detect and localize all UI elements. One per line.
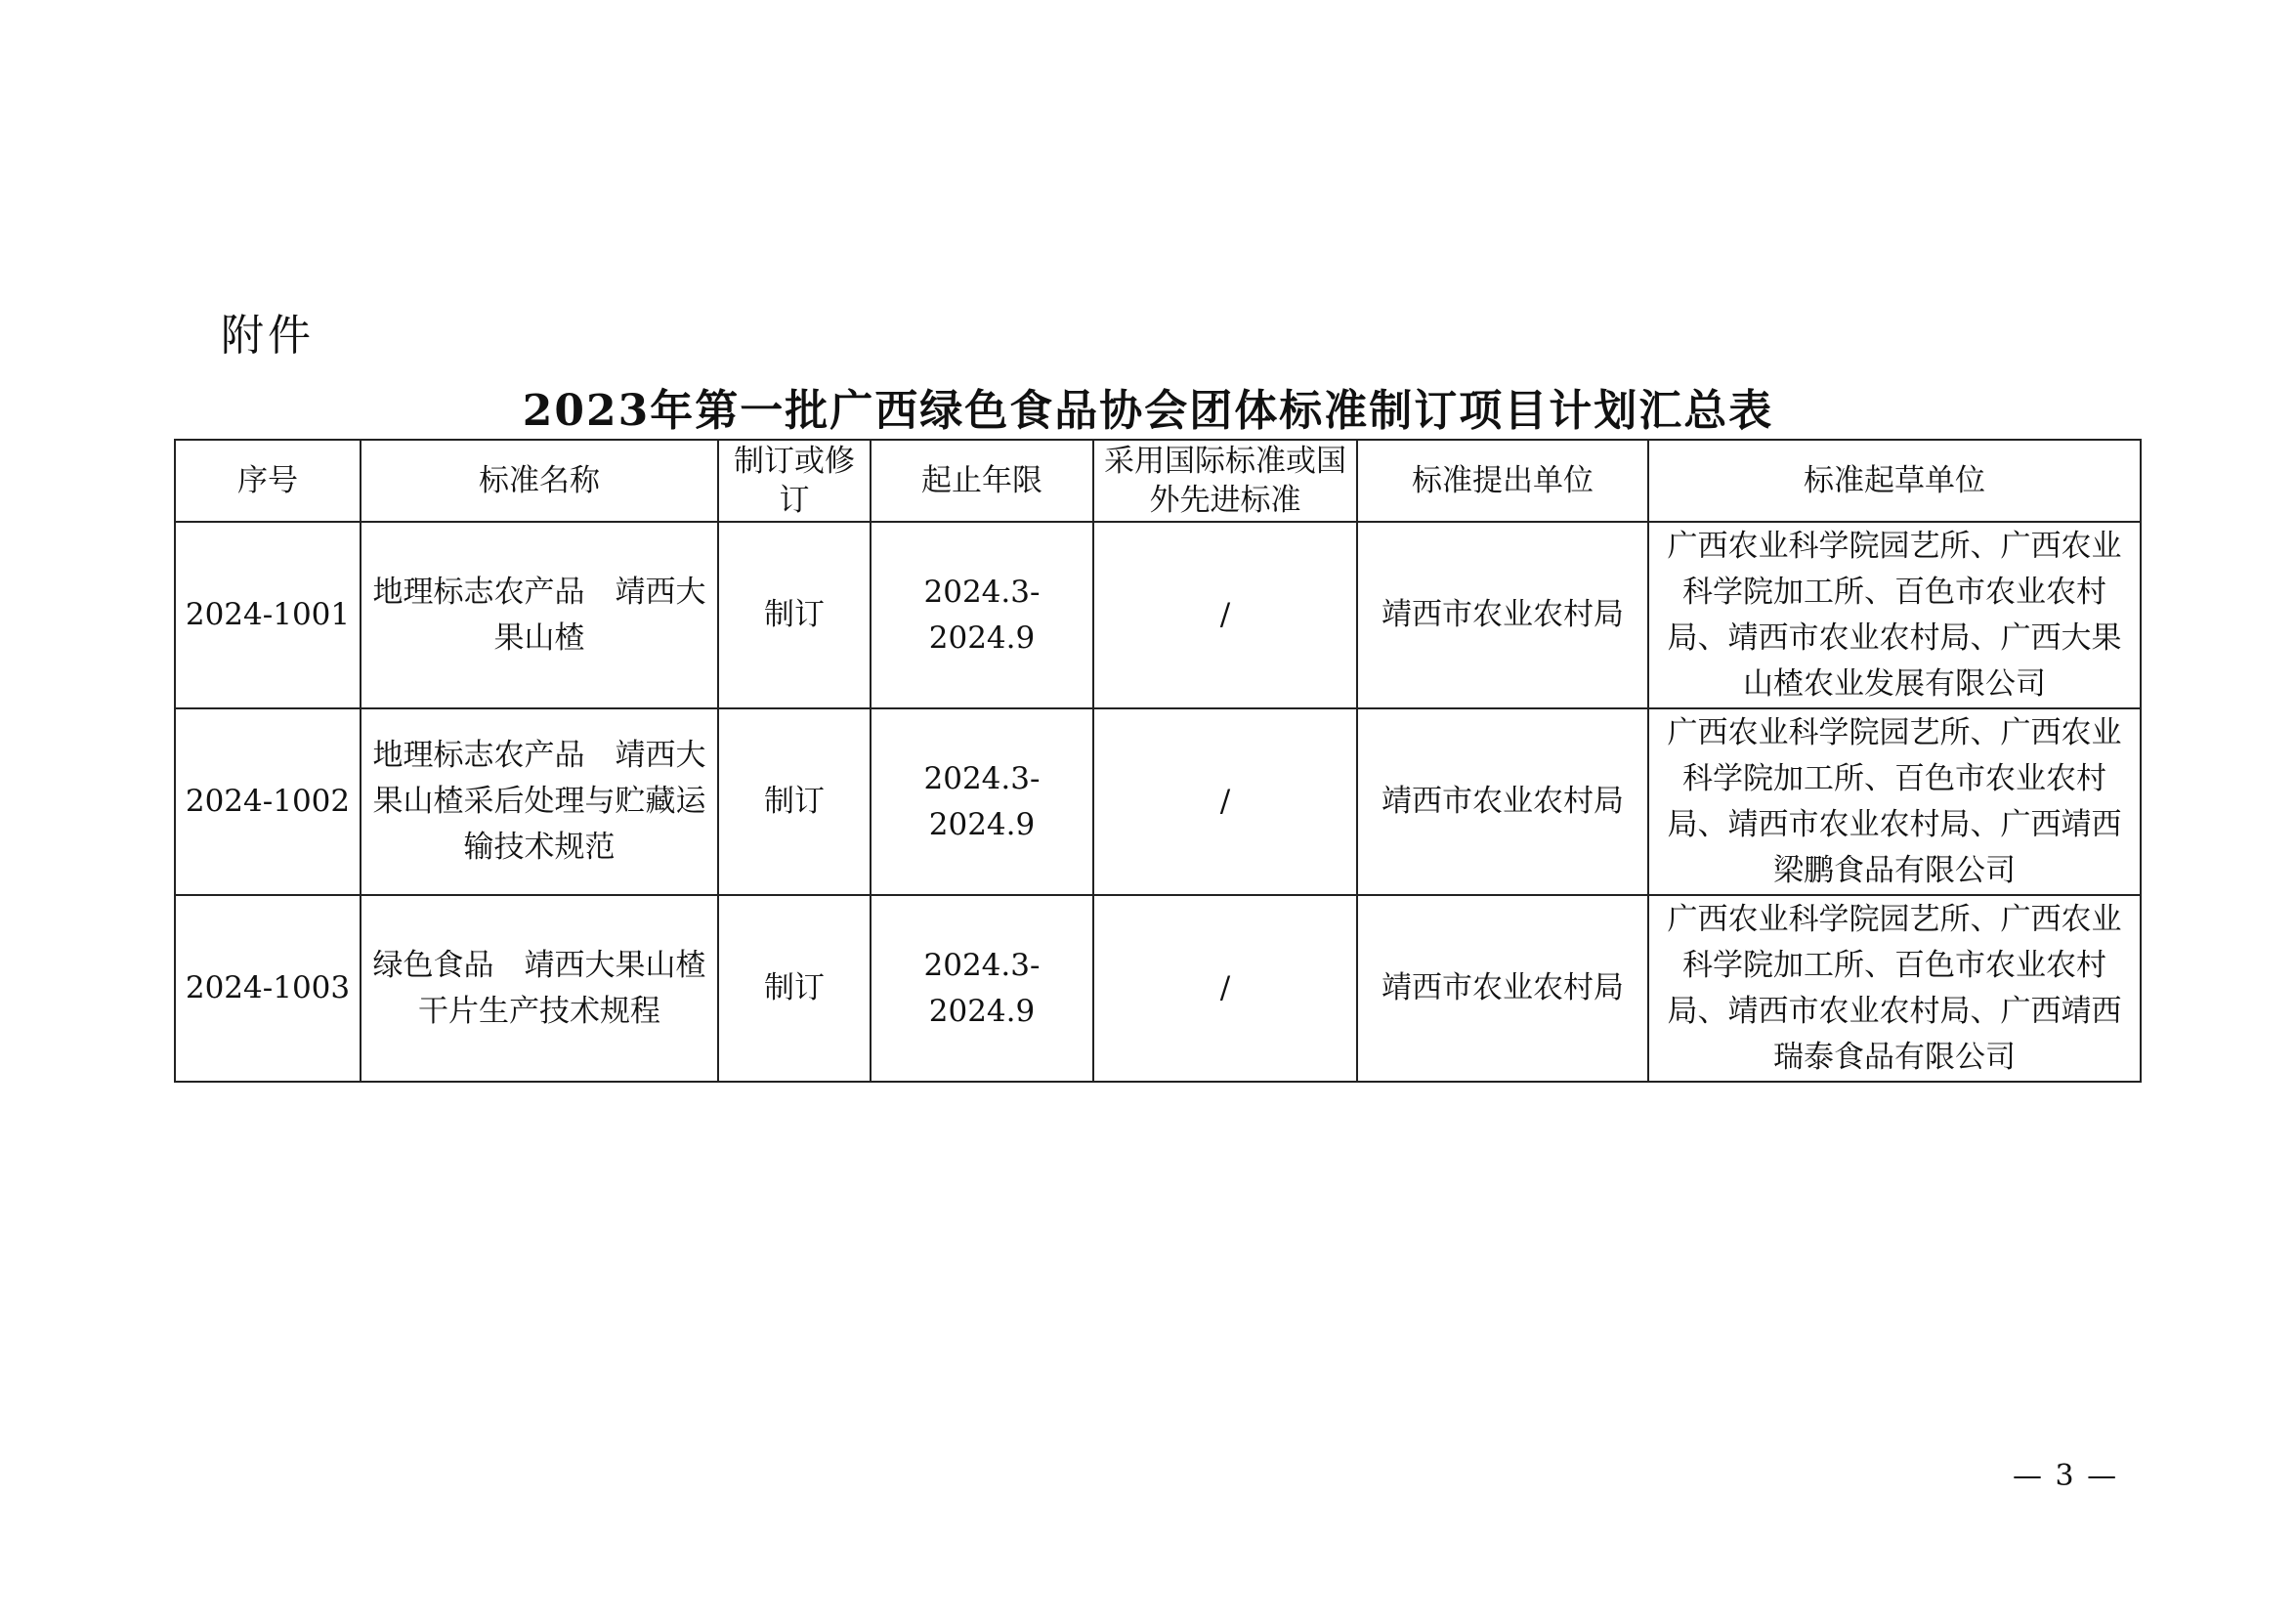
header-period: 起止年限 — [871, 440, 1093, 522]
document-title: 2023年第一批广西绿色食品协会团体标准制订项目计划汇总表 — [522, 386, 1774, 436]
cell-international-standard: / — [1093, 895, 1357, 1082]
cell-standard-name: 地理标志农产品 靖西大果山楂 — [361, 522, 718, 708]
cell-formulate-or-revise: 制订 — [718, 522, 871, 708]
cell-international-standard: / — [1093, 522, 1357, 708]
header-drafting-unit: 标准起草单位 — [1648, 440, 2141, 522]
cell-formulate-or-revise: 制订 — [718, 708, 871, 895]
cell-proposing-unit: 靖西市农业农村局 — [1357, 522, 1648, 708]
cell-drafting-unit: 广西农业科学院园艺所、广西农业科学院加工所、百色市农业农村局、靖西市农业农村局、广西靖西梁鹏食品有限公司 — [1648, 708, 2141, 895]
cell-serial-number: 2024-1003 — [175, 895, 361, 1082]
cell-period: 2024.3-2024.9 — [871, 708, 1093, 895]
table-row — [175, 522, 2141, 708]
cell-formulate-or-revise: 制订 — [718, 895, 871, 1082]
standards-plan-table — [174, 439, 2142, 1083]
header-standard-name: 标准名称 — [361, 440, 718, 522]
header-proposing-unit: 标准提出单位 — [1357, 440, 1648, 522]
cell-standard-name: 地理标志农产品 靖西大果山楂采后处理与贮藏运输技术规范 — [361, 708, 718, 895]
cell-period: 2024.3-2024.9 — [871, 522, 1093, 708]
attachment-label: 附件 — [221, 311, 315, 361]
cell-international-standard: / — [1093, 708, 1357, 895]
header-formulate-or-revise: 制订或修订 — [718, 440, 871, 522]
table-header-row — [175, 440, 2141, 522]
header-international-standard: 采用国际标准或国外先进标准 — [1093, 440, 1357, 522]
table-row — [175, 895, 2141, 1082]
cell-drafting-unit: 广西农业科学院园艺所、广西农业科学院加工所、百色市农业农村局、靖西市农业农村局、广西大果山楂农业发展有限公司 — [1648, 522, 2141, 708]
page-number: — 3 — — [2013, 1459, 2119, 1493]
cell-serial-number: 2024-1001 — [175, 522, 361, 708]
table-row — [175, 708, 2141, 895]
header-serial-number: 序号 — [175, 440, 361, 522]
cell-standard-name: 绿色食品 靖西大果山楂干片生产技术规程 — [361, 895, 718, 1082]
cell-proposing-unit: 靖西市农业农村局 — [1357, 895, 1648, 1082]
cell-serial-number: 2024-1002 — [175, 708, 361, 895]
cell-drafting-unit: 广西农业科学院园艺所、广西农业科学院加工所、百色市农业农村局、靖西市农业农村局、广西靖西瑞泰食品有限公司 — [1648, 895, 2141, 1082]
cell-period: 2024.3-2024.9 — [871, 895, 1093, 1082]
cell-proposing-unit: 靖西市农业农村局 — [1357, 708, 1648, 895]
